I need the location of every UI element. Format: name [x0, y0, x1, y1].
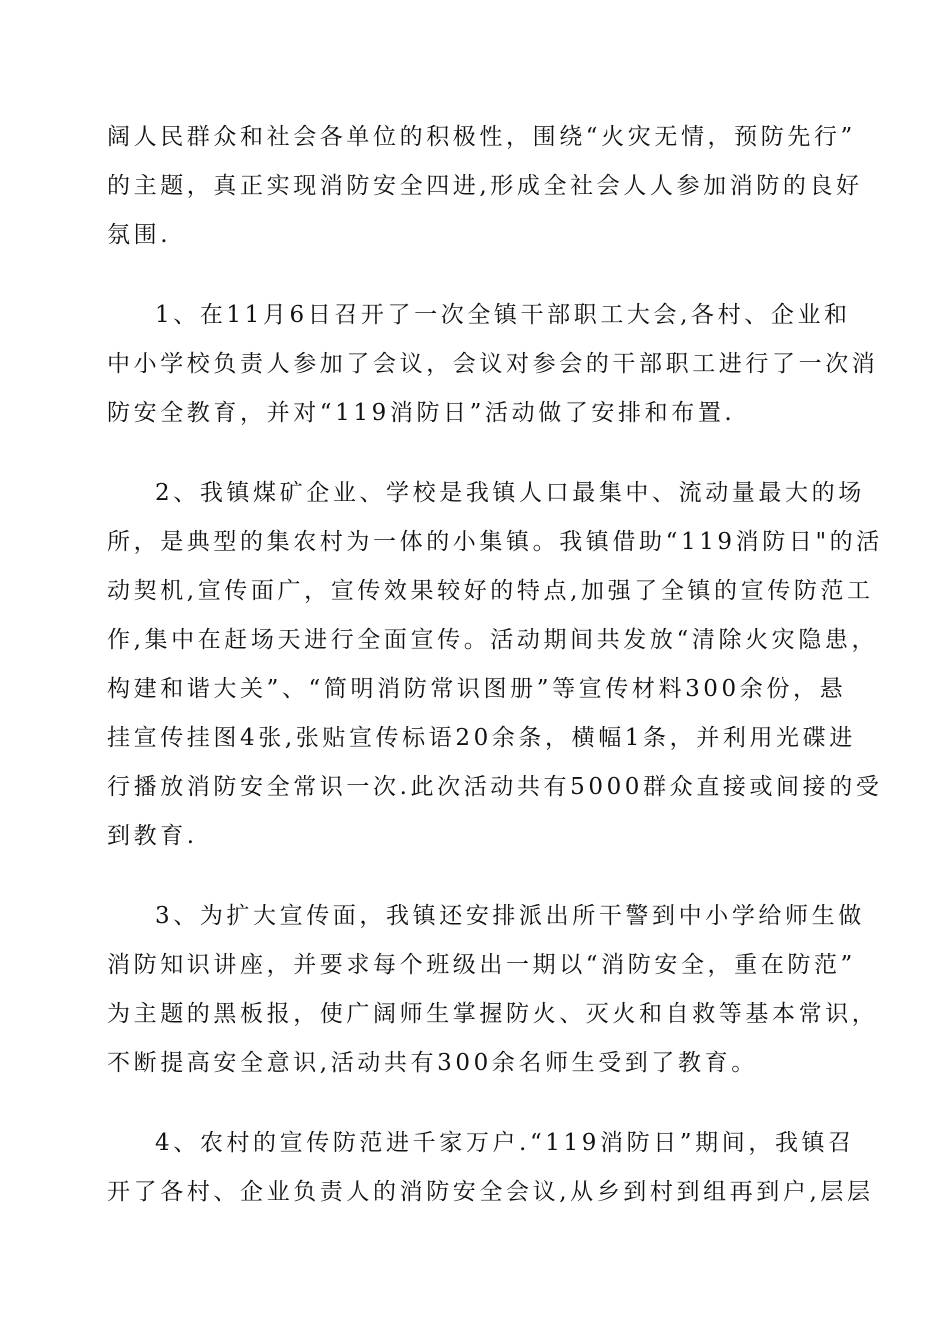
- paragraph-gap: [107, 438, 852, 469]
- text-line: 2、我镇煤矿企业、学校是我镇人口最集中、流动量最大的场: [155, 480, 865, 506]
- text-line: 不断提高安全意识,活动共有300余名师生受到了教育。: [107, 1050, 758, 1076]
- text-line: 动契机,宣传面广，宣传效果较好的特点,加强了全镇的宣传防范工: [107, 578, 874, 604]
- text-line: 到教育.: [107, 823, 198, 849]
- text-line: 阔人民群众和社会各单位的积极性，围绕“火灾无情，预防先行”: [107, 124, 856, 150]
- paragraph-gap: [107, 1088, 852, 1119]
- paragraph-1: [107, 113, 863, 260]
- text-line: 构建和谐大关”、“简明消防常识图册”等宣传材料300余份，悬: [107, 676, 847, 702]
- text-line: 氛围.: [107, 222, 172, 248]
- text-line: 防安全教育，并对“119消防日”活动做了安排和布置.: [107, 400, 736, 426]
- text-line: 为主题的黑板报，使广阔师生掌握防火、灭火和自救等基本常识，: [107, 1001, 879, 1027]
- document-body: [107, 113, 883, 1217]
- text-line: 1、在11月6日召开了一次全镇干部职工大会,各村、企业和: [155, 302, 851, 328]
- paragraph-gap: [107, 861, 852, 892]
- paragraph-4: [107, 892, 879, 1088]
- text-line: 作,集中在赶场天进行全面宣传。活动期间共发放“清除火灾隐患，: [107, 627, 879, 653]
- text-line: 3、为扩大宣传面，我镇还安排派出所干警到中小学给师生做: [155, 903, 865, 929]
- paragraph-2: [107, 291, 879, 438]
- text-line: 中小学校负责人参加了会议，会议对参会的干部职工进行了一次消: [107, 351, 879, 377]
- paragraph-3: [107, 469, 883, 861]
- paragraph-gap: [107, 260, 852, 291]
- text-line: 行播放消防安全常识一次.此次活动共有5000群众直接或间接的受: [107, 774, 883, 800]
- text-line: 的主题，真正实现消防安全四进,形成全社会人人参加消防的良好: [107, 173, 863, 199]
- text-line: 消防知识讲座，并要求每个班级出一期以“消防安全，重在防范”: [107, 952, 856, 978]
- text-line: 所，是典型的集农村为一体的小集镇。我镇借助“119消防日"的活: [107, 529, 883, 555]
- paragraph-5: [107, 1119, 874, 1217]
- text-line: 挂宣传挂图4张,张贴宣传标语20余条，横幅1条，并利用光碟进: [107, 725, 856, 751]
- text-line: 开了各村、企业负责人的消防安全会议,从乡到村到组再到户,层层: [107, 1179, 874, 1205]
- text-line: 4、农村的宣传防范进千家万户.“119消防日”期间，我镇召: [155, 1130, 855, 1156]
